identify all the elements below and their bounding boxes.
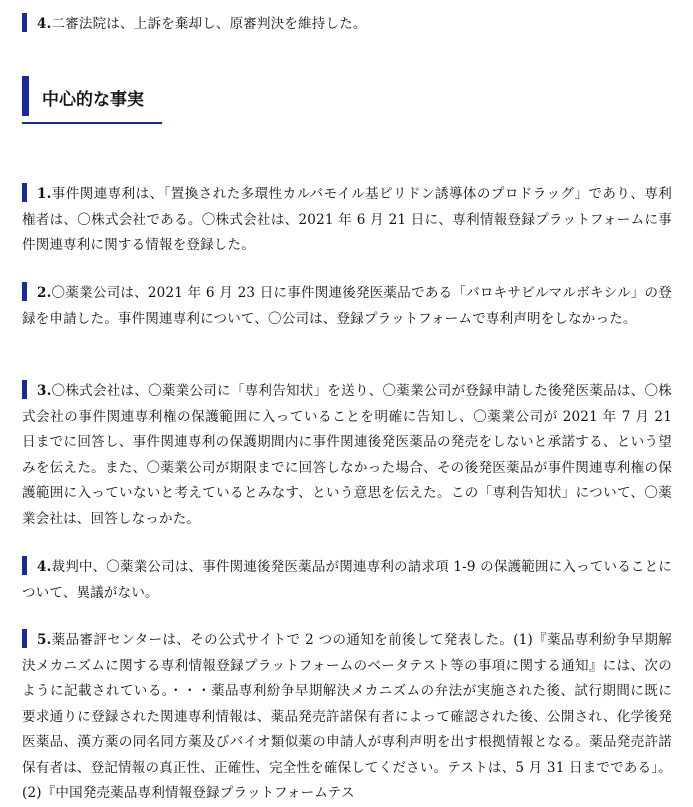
fact-paragraph-1 [22,182,672,259]
paragraph-number: 2. [37,285,52,301]
paragraph-text: 薬品審評センターは、その公式サイトで 2 つの通知を前後して発表した。(1)『薬品専利紛争早期解決メカニズムに関する専利情報登録プラットフォームのベータテスト等の事項に関する通知』には、次のように記載されている。・・・薬品専利紛争早期解決メカニズムの弁法が実施された後、試行期間に既に要求通りに登録された関連専利情報は、薬品発売許諾保有者によって確認された後、公開され、化学後発医薬品、漢方薬の同名同方薬及びバイオ類似薬の申請人が専利声明を出す根拠情報となる。薬品発売許諾保有者は、登記情報の真正性、正確性、完全性を確保してください。テストは、5 月 31 日までである」。(2)『中国発売薬品専利情報登録プラットフォームテス [22,632,672,801]
paragraph-number: 4. [37,559,52,575]
paragraph-number: 3. [37,383,52,399]
paragraph-number: 1. [37,186,52,202]
fact-paragraph-5 [22,628,672,807]
section-title: 中心的な事実 [42,90,144,110]
paragraph-marker [22,556,27,575]
paragraph-number: 4. [37,16,52,32]
paragraph-marker [22,13,27,32]
section-heading [22,76,162,124]
fact-paragraph-4 [22,555,672,606]
paragraph-text: 二審法院は、上訴を棄却し、原審判決を維持した。 [51,16,367,32]
paragraph-text: 事件関連専利は、「置換された多環性カルバモイル基ピリドン誘導体のプロドラッグ」であり、専利権者は、〇株式会社である。〇株式会社は、2021 年 6 月 21 日に、専利情報登録プラットフォームに事件関連専利に関する情報を登録した。 [22,186,672,253]
paragraph-marker [22,183,27,202]
paragraph-marker [22,629,27,648]
paragraph-text: 〇薬業公司は、2021 年 6 月 23 日に事件関連後発医薬品である「バロキサビルマルボキシル」の登録を申請した。事件関連専利について、〇公司は、登録プラットフォームで専利声明をしなかった。 [22,285,672,327]
fact-paragraph-3 [22,379,672,532]
paragraph-text: 裁判中、〇薬業公司は、事件関連後発医薬品が関連専利の請求項 1-9 の保護範囲に入っていることについて、異議がない。 [22,559,672,601]
prior-paragraph [22,12,672,38]
fact-paragraph-2 [22,281,672,332]
paragraph-text: 〇株式会社は、〇薬業公司に「専利告知状」を送り、〇薬業公司が登録申請した後発医薬品は、〇株式会社の事件関連専利権の保護範囲に入っていることを明確に告知し、〇薬業公司が 2021 年 7 月 21 日までに回答し、事件関連専利の保護期間内に事件関連後発医薬品の発売をしないと承諾する、という望みを伝えた。また、〇薬業公司が期限までに回答しなかった場合、その後発医薬品が事件関連専利権の保護範囲に入っていないと考えているとみなす、という意思を伝えた。この「専利告知状」について、〇薬業会社は、回答しなっかた。 [22,383,672,527]
paragraph-marker [22,282,27,301]
heading-marker [22,76,29,116]
paragraph-number: 5. [37,632,52,648]
paragraph-marker [22,380,27,399]
